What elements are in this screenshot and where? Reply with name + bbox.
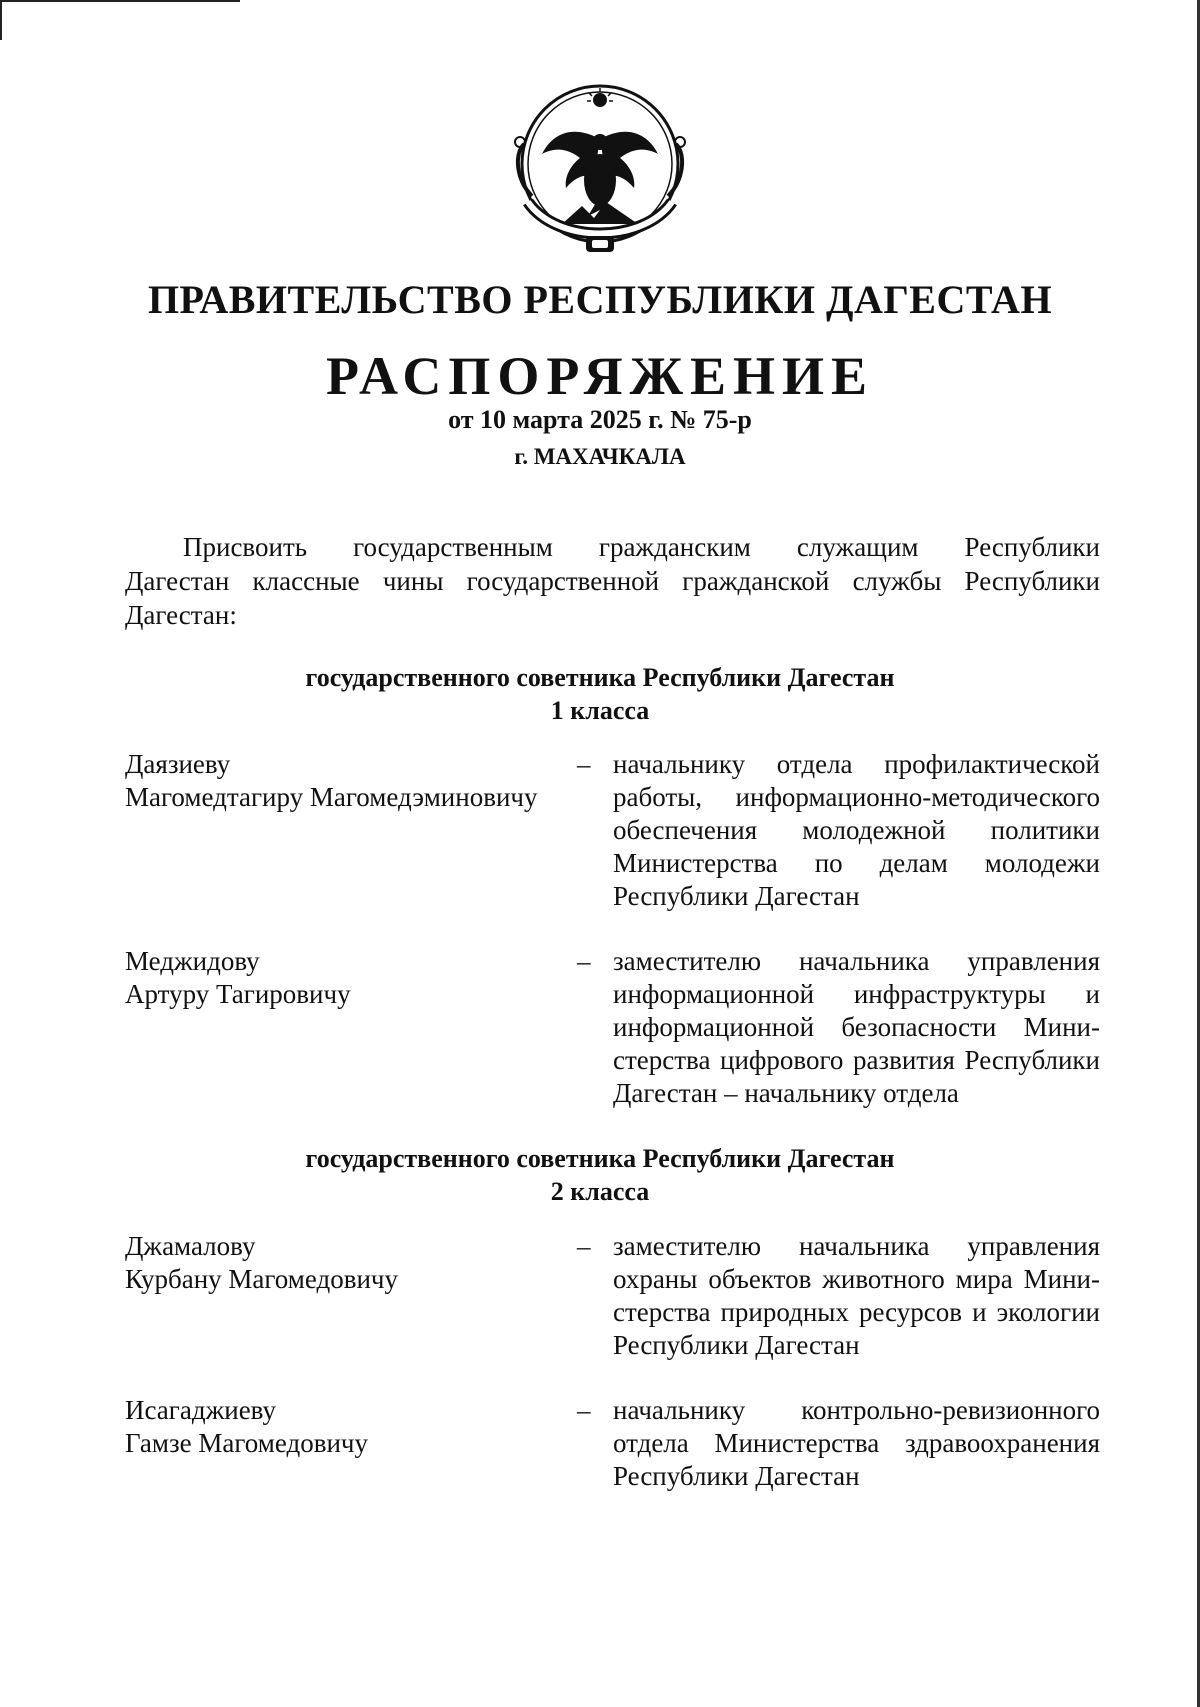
section-heading-class-2 — [0, 1142, 1200, 1208]
dash-separator: – — [577, 749, 591, 779]
position-line: заместителю начальника управления — [613, 1231, 1100, 1261]
intro-line-2: Дагестан классные чины государственной гражданской службы Республики — [125, 566, 1100, 596]
appointee-surname: Джамалову — [125, 1231, 256, 1261]
document-date-number: от 10 марта 2025 г. № 75-р — [448, 405, 752, 434]
appointee-name — [125, 945, 565, 1011]
appointee-given-name: Артуру Тагировичу — [125, 979, 351, 1009]
appointee-name — [125, 1230, 565, 1296]
section-heading-class-1 — [0, 661, 1200, 727]
sun-icon — [587, 88, 613, 107]
position-line: стерства цифрового развития Республики — [613, 1045, 1100, 1075]
appointee-surname: Исагаджиеву — [125, 1395, 277, 1425]
appointee-position — [613, 1230, 1100, 1362]
intro-line-3: Дагестан: — [125, 600, 237, 630]
appointee-given-name: Магомедтагиру Магомедэминовичу — [125, 782, 538, 812]
scan-edge-left — [0, 0, 2, 40]
position-line: Республики Дагестан — [613, 1461, 860, 1491]
position-line: Республики Дагестан — [613, 881, 860, 911]
document-city: г. МАХАЧКАЛА — [514, 444, 686, 469]
position-line: начальнику отдела профилактической — [613, 749, 1100, 779]
appointee-given-name: Курбану Магомедовичу — [125, 1264, 399, 1294]
position-line: охраны объектов животного мира Мини- — [613, 1264, 1100, 1294]
position-line: информационной инфраструктуры и — [613, 979, 1100, 1009]
section-class-line: 2 класса — [550, 1177, 650, 1206]
appointee-given-name: Гамзе Магомедовичу — [125, 1428, 369, 1458]
section-class-line: 1 класса — [550, 696, 650, 725]
government-title: ПРАВИТЕЛЬСТВО РЕСПУБЛИКИ ДАГЕСТАН — [147, 277, 1053, 322]
intro-paragraph — [125, 530, 1100, 632]
section-title-line: государственного советника Республики Дагестан — [305, 1144, 895, 1173]
intro-line-1: Присвоить государственным гражданским служащим Республики — [183, 532, 1100, 562]
position-line: заместителю начальника управления — [613, 946, 1100, 976]
position-line: стерства природных ресурсов и экологии — [613, 1297, 1100, 1327]
position-line: начальнику контрольно-ревизионного — [613, 1395, 1100, 1425]
position-line: работы, информационно-методического — [613, 782, 1100, 812]
appointee-surname: Меджидову — [125, 946, 260, 976]
appointee-surname: Даязиеву — [125, 749, 231, 779]
appointee-name — [125, 1394, 565, 1460]
coat-of-arms-emblem — [502, 84, 698, 260]
position-line: Министерства по делам молодежи — [613, 848, 1100, 878]
appointee-position — [613, 945, 1100, 1110]
dash-separator: – — [577, 1231, 591, 1261]
scan-edge-top — [0, 0, 240, 8]
appointee-position — [613, 1394, 1100, 1493]
dash-separator: – — [577, 946, 591, 976]
position-line: обеспечения молодежной политики — [613, 815, 1100, 845]
appointee-position — [613, 748, 1100, 913]
appointee-name — [125, 748, 565, 814]
position-line: Республики Дагестан — [613, 1330, 860, 1360]
position-line: отдела Министерства здравоохранения — [613, 1428, 1100, 1458]
section-title-line: государственного советника Республики Дагестан — [305, 663, 895, 692]
dash-separator: – — [577, 1395, 591, 1425]
document-type-title: РАСПОРЯЖЕНИЕ — [325, 346, 875, 406]
position-line: Дагестан – начальнику отдела — [613, 1078, 959, 1108]
position-line: информационной безопасности Мини- — [613, 1012, 1100, 1042]
